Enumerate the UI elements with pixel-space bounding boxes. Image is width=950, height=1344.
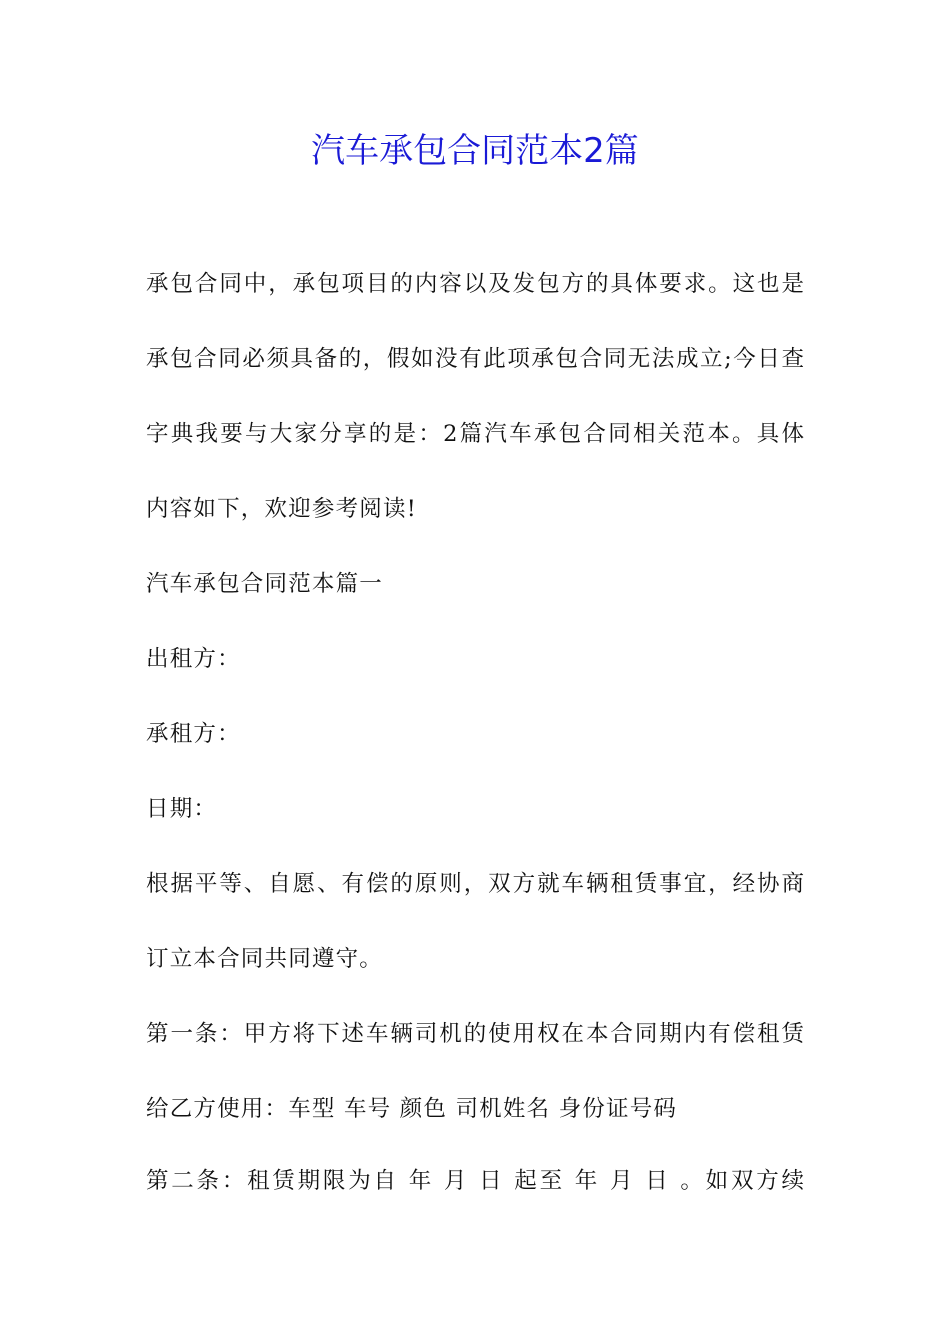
intro-line-1: 承包合同中，承包项目的内容以及发包方的具体要求。这也是 [146, 271, 804, 297]
article-1-line-1: 第一条：甲方将下述车辆司机的使用权在本合同期内有偿租赁 [146, 1021, 804, 1047]
section-heading: 汽车承包合同范本篇一 [146, 571, 384, 597]
article-1-line-2: 给乙方使用：车型 车号 颜色 司机姓名 身份证号码 [146, 1096, 678, 1122]
intro-line-3: 字典我要与大家分享的是：2篇汽车承包合同相关范本。具体 [146, 421, 804, 447]
preamble-line-1: 根据平等、自愿、有偿的原则，双方就车辆租赁事宜，经协商 [146, 871, 804, 897]
page-title: 汽车承包合同范本2篇 [311, 131, 639, 171]
preamble-line-2: 订立本合同共同遵守。 [146, 946, 384, 972]
lessor-field: 出租方： [146, 646, 241, 672]
intro-line-4: 内容如下，欢迎参考阅读! [146, 496, 417, 522]
date-field: 日期： [146, 796, 218, 822]
article-2-line-1: 第二条：租赁期限为自 年 月 日 起至 年 月 日 。如双方续 [146, 1168, 804, 1194]
lessee-field: 承租方： [146, 721, 241, 747]
intro-line-2: 承包合同必须具备的，假如没有此项承包合同无法成立;今日查 [146, 346, 804, 372]
